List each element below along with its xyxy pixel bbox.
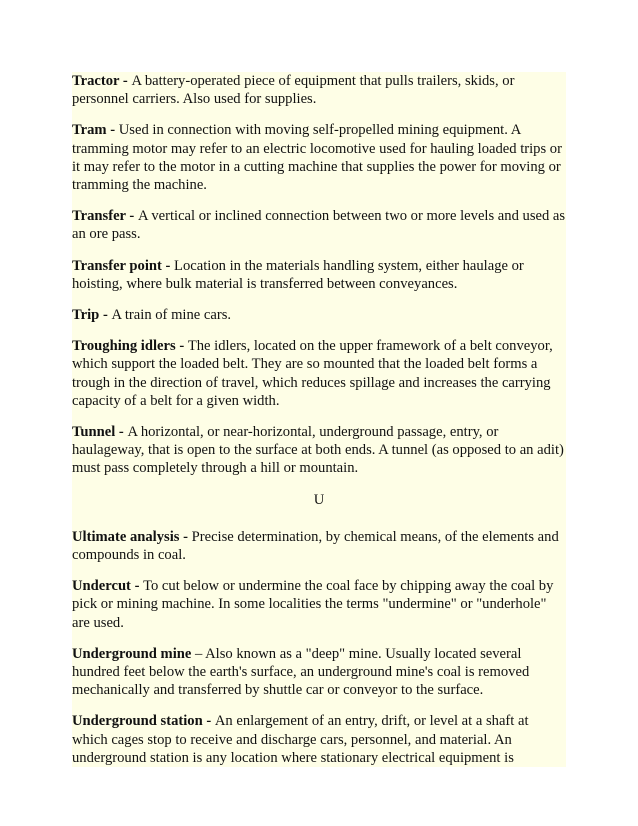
term: Troughing idlers: [72, 338, 176, 355]
term: Tractor: [72, 73, 120, 89]
term: Undercut: [72, 578, 131, 595]
section-letter-heading: U: [313, 491, 325, 508]
glossary-entry-underground-station: [72, 712, 566, 767]
definition: Also known as a "deep" mine. Usually located several hundred feet below the earth's surface, an underground mine's coal is removed mechanically and transferred by shuttle car or conveyor to the surface.: [72, 645, 530, 699]
glossary-entry-transfer-point: [72, 257, 566, 293]
glossary-content: [72, 72, 566, 767]
term: Transfer: [72, 208, 126, 225]
glossary-entry-tunnel: [72, 423, 566, 478]
term-separator: -: [99, 307, 112, 324]
glossary-entry-tractor: [72, 72, 566, 108]
definition: To cut below or undermine the coal face by chipping away the coal by pick or mining machine. In some localities the terms "undermine" or "underhole" are used.: [72, 578, 554, 631]
term: Transfer point: [72, 257, 162, 274]
term-separator: –: [191, 645, 206, 662]
definition: An enlargement of an entry, drift, or level at a shaft at which cages stop to receive and discharge cars, personnel, and material. An underground station is any location where stationary electrical equipment is: [72, 713, 529, 766]
term-separator: -: [130, 578, 144, 595]
term-separator: -: [202, 713, 215, 730]
term: Underground mine: [72, 645, 192, 662]
term: Trip: [72, 307, 100, 324]
glossary-entry-trip: [72, 306, 566, 324]
definition: A vertical or inclined connection between two or more levels and used as an ore pass.: [72, 208, 566, 243]
term-separator: -: [125, 208, 138, 225]
glossary-entry-troughing-idlers: [72, 337, 566, 410]
glossary-entry-ultimate-analysis: [72, 528, 566, 564]
term: Underground station: [72, 713, 203, 730]
glossary-entry-underground-mine: [72, 645, 566, 700]
definition: A train of mine cars.: [111, 307, 232, 324]
definition: Precise determination, by chemical means, of the elements and compounds in coal.: [72, 528, 559, 564]
glossary-entry-transfer: [72, 207, 566, 243]
glossary-entry-undercut: [72, 577, 566, 632]
term: Tram: [72, 122, 107, 139]
definition: Location in the materials handling system, either haulage or hoisting, where bulk material is transferred between conveyances.: [72, 257, 524, 292]
definition: Used in connection with moving self-propelled mining equipment. A tramming motor may refer to an electric locomotive used for hauling loaded trips or it may refer to the motor in a cutting machine that supplies the power for moving or tramming the machine.: [72, 122, 562, 194]
term-separator: -: [161, 257, 175, 274]
term-separator: -: [175, 338, 188, 355]
glossary-entry-tram: [72, 121, 566, 194]
term: Tunnel: [72, 424, 116, 441]
term-separator: -: [106, 122, 119, 139]
term-separator: -: [119, 73, 132, 89]
definition: A battery-operated piece of equipment that pulls trailers, skids, or personnel carriers. Also used for supplies.: [72, 73, 515, 108]
term: Ultimate analysis: [72, 528, 180, 545]
definition: A horizontal, or near-horizontal, underground passage, entry, or haulageway, that is open to the surface at both ends. A tunnel (as opposed to an adit) must pass completely through a hill or mountain.: [72, 424, 564, 477]
definition: The idlers, located on the upper framework of a belt conveyor, which support the loaded belt. They are so mounted that the loaded belt forms a trough in the direction of travel, which reduces spillage and increases the carrying capacity of a belt for a given width.: [72, 338, 553, 409]
term-separator: -: [115, 424, 128, 441]
term-separator: -: [179, 528, 192, 545]
